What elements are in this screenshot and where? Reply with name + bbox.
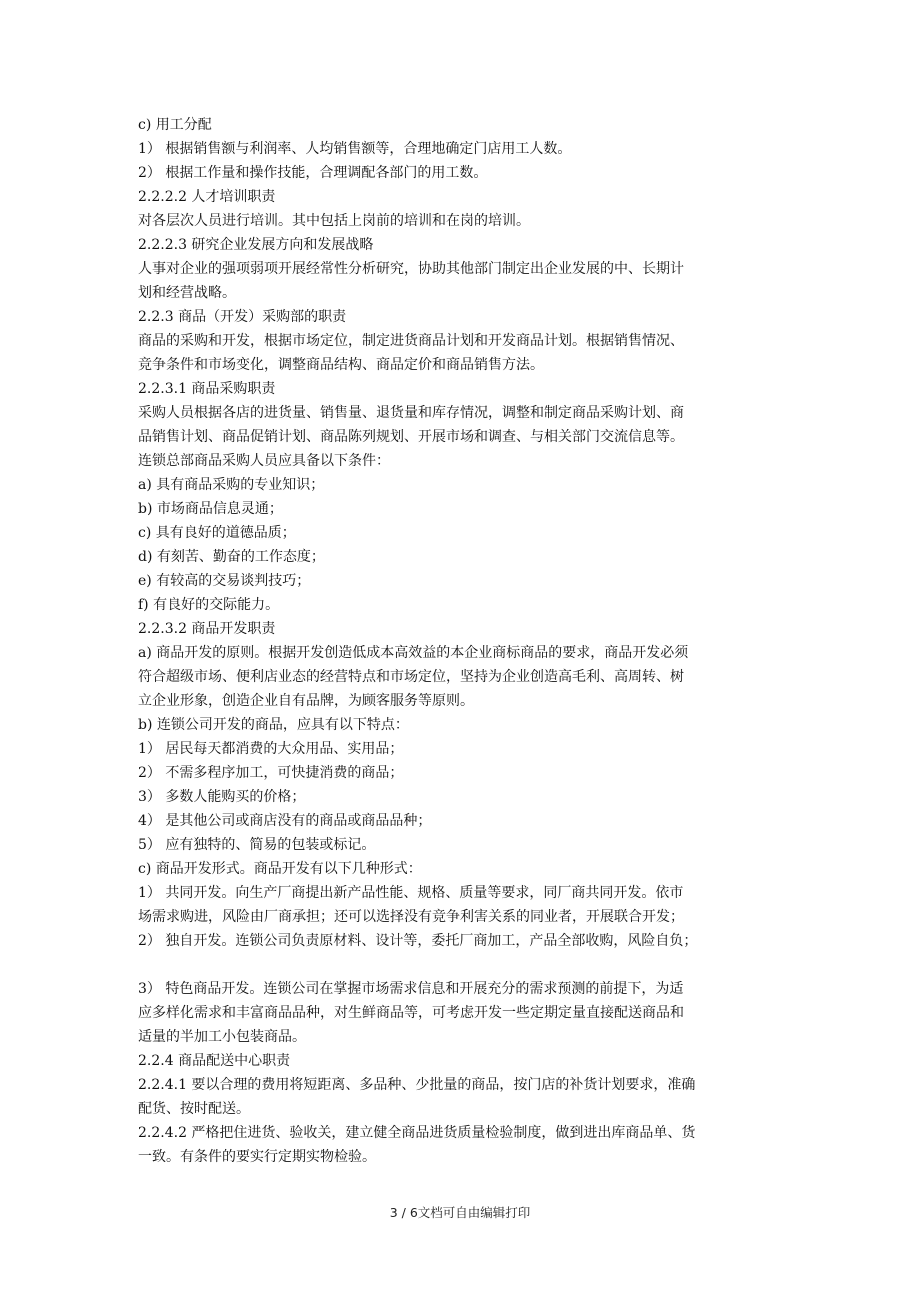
document-body xyxy=(138,113,788,1169)
text-line: c) 用工分配 xyxy=(138,117,212,133)
list-item: a) 具有商品采购的专业知识； xyxy=(138,477,325,493)
list-item: 1） 居民每天都消费的大众用品、实用品； xyxy=(138,741,404,757)
text-line: 竞争条件和市场变化，调整商品结构、商品定价和商品销售方法。 xyxy=(138,357,544,373)
section-heading: 2.2.2.3 研究企业发展方向和发展战略 xyxy=(138,237,374,253)
text-line: 配货、按时配送。 xyxy=(138,1101,250,1117)
list-item: 2） 不需多程序加工，可快捷消费的商品； xyxy=(138,765,404,781)
blank-line xyxy=(138,953,788,977)
list-item: 3） 多数人能购买的价格； xyxy=(138,789,306,805)
list-item: 2） 独自开发。连锁公司负责原材料、设计等，委托厂商加工，产品全部收购，风险自负； xyxy=(138,933,698,949)
text-line: a) 商品开发的原则。根据开发创造低成本高效益的本企业商标商品的要求，商品开发必须 xyxy=(138,645,689,661)
text-line: 品销售计划、商品促销计划、商品陈列规划、开展市场和调查、与相关部门交流信息等。 xyxy=(138,429,684,445)
text-line: 场需求购进，风险由厂商承担；还可以选择没有竞争利害关系的同业者，开展联合开发； xyxy=(138,909,684,925)
text-line: 连锁总部商品采购人员应具备以下条件： xyxy=(138,453,390,469)
text-line: 应多样化需求和丰富商品品种，对生鲜商品等，可考虑开发一些定期定量直接配送商品和 xyxy=(138,1005,684,1021)
text-line: 2.2.4.2 严格把住进货、验收关，建立健全商品进货质量检验制度，做到进出库商品单、货 xyxy=(138,1125,696,1141)
list-item: 3） 特色商品开发。连锁公司在掌握市场需求信息和开展充分的需求预测的前提下，为适 xyxy=(138,981,684,997)
text-line: 适量的半加工小包装商品。 xyxy=(138,1029,306,1045)
text-line: 一致。有条件的要实行定期实物检验。 xyxy=(138,1149,376,1165)
text-line: 2.2.4.1 要以合理的费用将短距离、多品种、少批量的商品，按门店的补货计划要求，准确 xyxy=(138,1077,696,1093)
text-line: 1） 根据销售额与利润率、人均销售额等，合理地确定门店用工人数。 xyxy=(138,141,572,157)
text-line: 人事对企业的强项弱项开展经常性分析研究，协助其他部门制定出企业发展的中、长期计 xyxy=(138,261,684,277)
section-heading: 2.2.3.2 商品开发职责 xyxy=(138,621,276,637)
text-line: 2） 根据工作量和操作技能，合理调配各部门的用工数。 xyxy=(138,165,488,181)
list-item: f) 有良好的交际能力。 xyxy=(138,597,280,613)
list-item: e) 有较高的交易谈判技巧； xyxy=(138,573,311,589)
text-line: 采购人员根据各店的进货量、销售量、退货量和库存情况，调整和制定商品采购计划、商 xyxy=(138,405,684,421)
section-heading: 2.2.4 商品配送中心职责 xyxy=(138,1053,291,1069)
text-line: 符合超级市场、便利店业态的经营特点和市场定位，坚持为企业创造高毛利、高周转、树 xyxy=(138,669,684,685)
section-heading: 2.2.2.2 人才培训职责 xyxy=(138,189,276,205)
text-line: b) 连锁公司开发的商品，应具有以下特点： xyxy=(138,717,409,733)
list-item: 5） 应有独特的、简易的包装或标记。 xyxy=(138,837,376,853)
list-item: b) 市场商品信息灵通； xyxy=(138,501,283,517)
section-heading: 2.2.3.1 商品采购职责 xyxy=(138,381,276,397)
list-item: 4） 是其他公司或商店没有的商品或商品品种； xyxy=(138,813,432,829)
text-line: 立企业形象，创造企业自有品牌，为顾客服务等原则。 xyxy=(138,693,474,709)
text-line: 划和经营战略。 xyxy=(138,285,236,301)
section-heading: 2.2.3 商品（开发）采购部的职责 xyxy=(138,309,347,325)
text-line: 对各层次人员进行培训。其中包括上岗前的培训和在岗的培训。 xyxy=(138,213,530,229)
text-line: c) 商品开发形式。商品开发有以下几种形式： xyxy=(138,861,422,877)
list-item: 1） 共同开发。向生产厂商提出新产品性能、规格、质量等要求，同厂商共同开发。依市 xyxy=(138,885,684,901)
list-item: d) 有刻苦、勤奋的工作态度； xyxy=(138,549,325,565)
list-item: c) 具有良好的道德品质； xyxy=(138,525,296,541)
page-footer: 3 / 6文档可自由编辑打印 xyxy=(389,1205,531,1220)
text-line: 商品的采购和开发，根据市场定位，制定进货商品计划和开发商品计划。根据销售情况、 xyxy=(138,333,684,349)
